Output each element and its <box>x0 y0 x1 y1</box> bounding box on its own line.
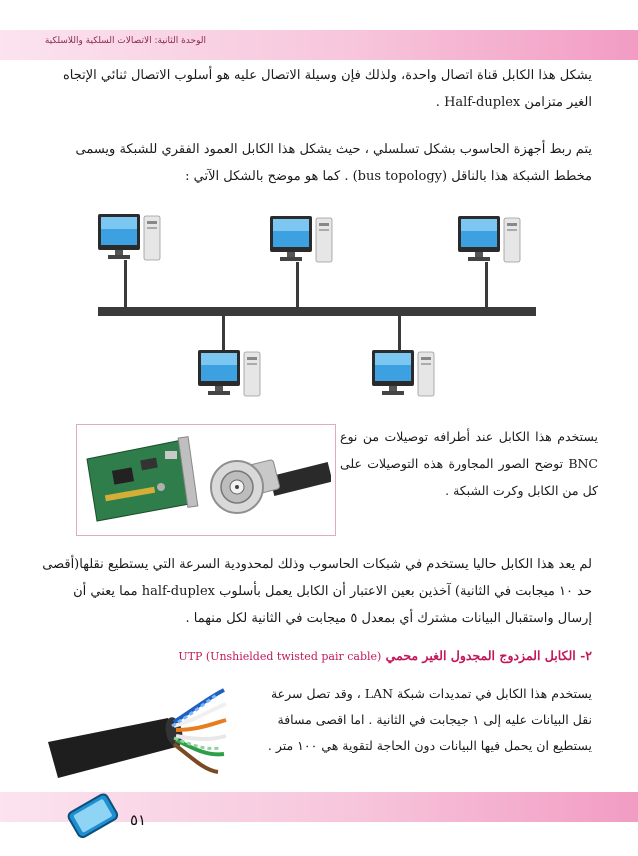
utp-cable <box>48 680 228 790</box>
paragraph-bnc: يستخدم هذا الكابل عند أطرافه توصيلات من نوع BNC توضح الصور المجاورة هذه التوصيلات على كل من الكابل وكرت الشبكة . <box>340 429 598 498</box>
unit-title: الوحدة الثانية: الاتصالات السلكية واللاسلكية <box>44 36 206 46</box>
bus-cable <box>98 307 536 316</box>
computer-icon <box>198 350 260 396</box>
paragraph-half-duplex: يشكل هذا الكابل قناة اتصال واحدة، ولذلك فإن وسيلة الاتصال عليه هو أسلوب الاتصال ثنائي الإتجاه الغير متزامن Half-duplex . <box>62 68 592 110</box>
computer-icon <box>270 216 332 262</box>
bus-topology-diagram <box>0 200 638 420</box>
section-subtitle: UTP (Unshielded twisted pair cable) <box>178 650 382 663</box>
page-number: ٥١ <box>130 811 147 829</box>
section-title: ٢- الكابل المزدوج المجدول الغير محمي <box>385 648 592 663</box>
paragraph-utp: يستخدم هذا الكابل في تمديدات شبكة LAN ، وقد تصل سرعة نقل البيانات عليه إلى ١ جيجابت في الثانية . اما اقصى مسافة يستطيع ان يحمل فيها البيانات دون الحاجة لتقوية هي ١٠٠ متر . <box>267 686 592 753</box>
computer-icon <box>372 350 434 396</box>
paragraph-bus-topology: يتم ربط أجهزة الحاسوب بشكل تسلسلي ، حيث يشكل هذا الكابل العمود الفقري للشبكة ويسمى مخطط الشبكة هذا بالناقل (bus topology) . كما هو موضح بالشكل الآتي : <box>75 142 592 184</box>
bnc-connector <box>201 429 331 529</box>
computer-icon <box>98 214 160 260</box>
section-heading <box>40 648 592 663</box>
smartphone-icon <box>58 788 128 848</box>
connector-photos <box>76 424 336 536</box>
paragraph-speed-limit: لم يعد هذا الكابل حاليا يستخدم في شبكات الحاسوب وذلك لمحدودية السرعة التي يستطيع نقلها(أقصى حد ١٠ ميجابت في الثانية) آخذين بعين الاعتبار أن الكابل يعمل بأسلوب half-duplex مما يعني أن إرسال واستقبال البيانات مشترك أي بمعدل ٥ ميجابت في الثانية لكل منهما . <box>42 557 592 626</box>
network-card <box>83 429 203 529</box>
computer-icon <box>458 216 520 262</box>
